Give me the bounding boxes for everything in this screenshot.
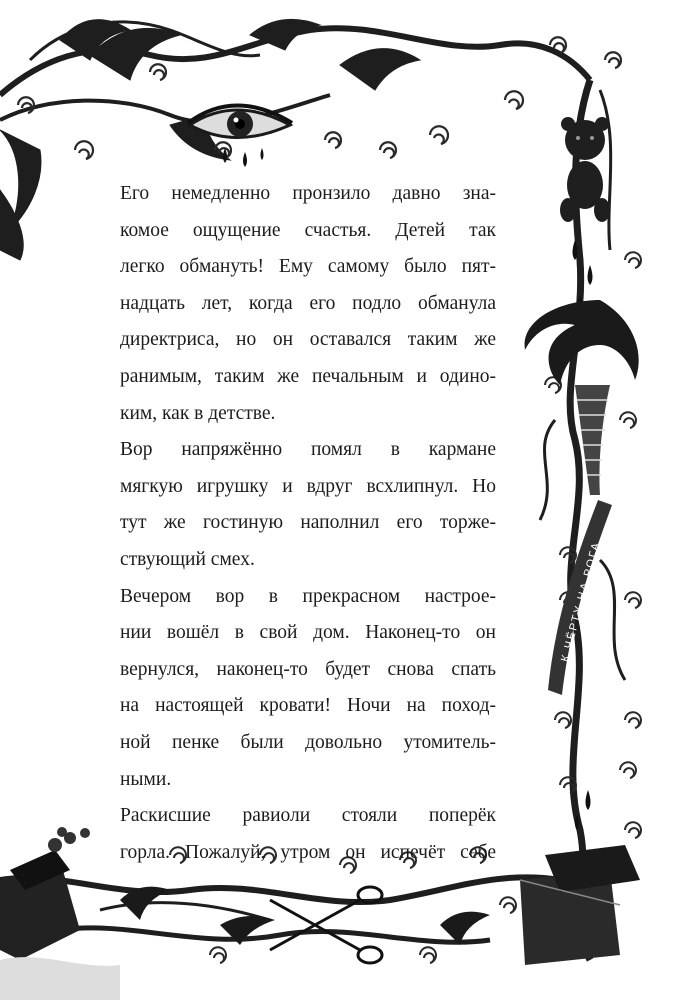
text-line: Вечером вор в прекрасном настрое-: [120, 585, 496, 607]
text-line: мягкую игрушку и вдруг всхлипнул. Но: [120, 475, 496, 497]
text-line: ными.: [120, 768, 172, 790]
text-line: на настоящей кровати! Ночи на поход-: [120, 695, 496, 717]
text-line: комое ощущение счастья. Детей так: [120, 219, 496, 241]
text-line: ким, как в детстве.: [120, 402, 276, 424]
text-line: ствующий смех.: [120, 548, 255, 570]
text-line: Раскисшие равиоли стояли поперёк: [120, 805, 496, 827]
text-line: Вор напряжённо помял в кармане: [120, 439, 496, 461]
text-line: легко обмануть! Ему самому было пят-: [120, 256, 496, 278]
text-line: директриса, но он оставался таким же: [120, 329, 496, 351]
bottom-vines: [0, 877, 560, 942]
text-line: ной пенке были довольно утомитель-: [120, 731, 496, 753]
bottom-leaves: [0, 887, 490, 1000]
text-line: Его немедленно пронзило давно зна-: [120, 183, 496, 204]
text-line: ранимым, таким же печальным и одино-: [120, 365, 496, 387]
scroll-text: К ЧЁРТУ НА РОГА: [559, 539, 603, 664]
paragraph-3: [120, 579, 496, 799]
text-line: нии вошёл в свой дом. Наконец-то он: [120, 622, 496, 644]
treasure-chest-icon: [520, 845, 640, 965]
text-line: горла. Пожалуй, утром он испечёт себе: [120, 841, 496, 863]
right-vine-column: [540, 80, 625, 960]
teddy-bear-icon: [560, 117, 610, 222]
paragraph-4: [120, 798, 496, 871]
text-line: тут же гостиную наполнил его торже-: [120, 512, 496, 534]
open-box-icon: [0, 827, 90, 960]
text-line: вернулся, наконец-то будет снова спать: [120, 658, 496, 680]
body-text: [120, 176, 496, 871]
text-line: надцать лет, когда его подло обманула: [120, 292, 496, 314]
paragraph-2: [120, 432, 496, 578]
paragraph-1: [120, 176, 496, 432]
